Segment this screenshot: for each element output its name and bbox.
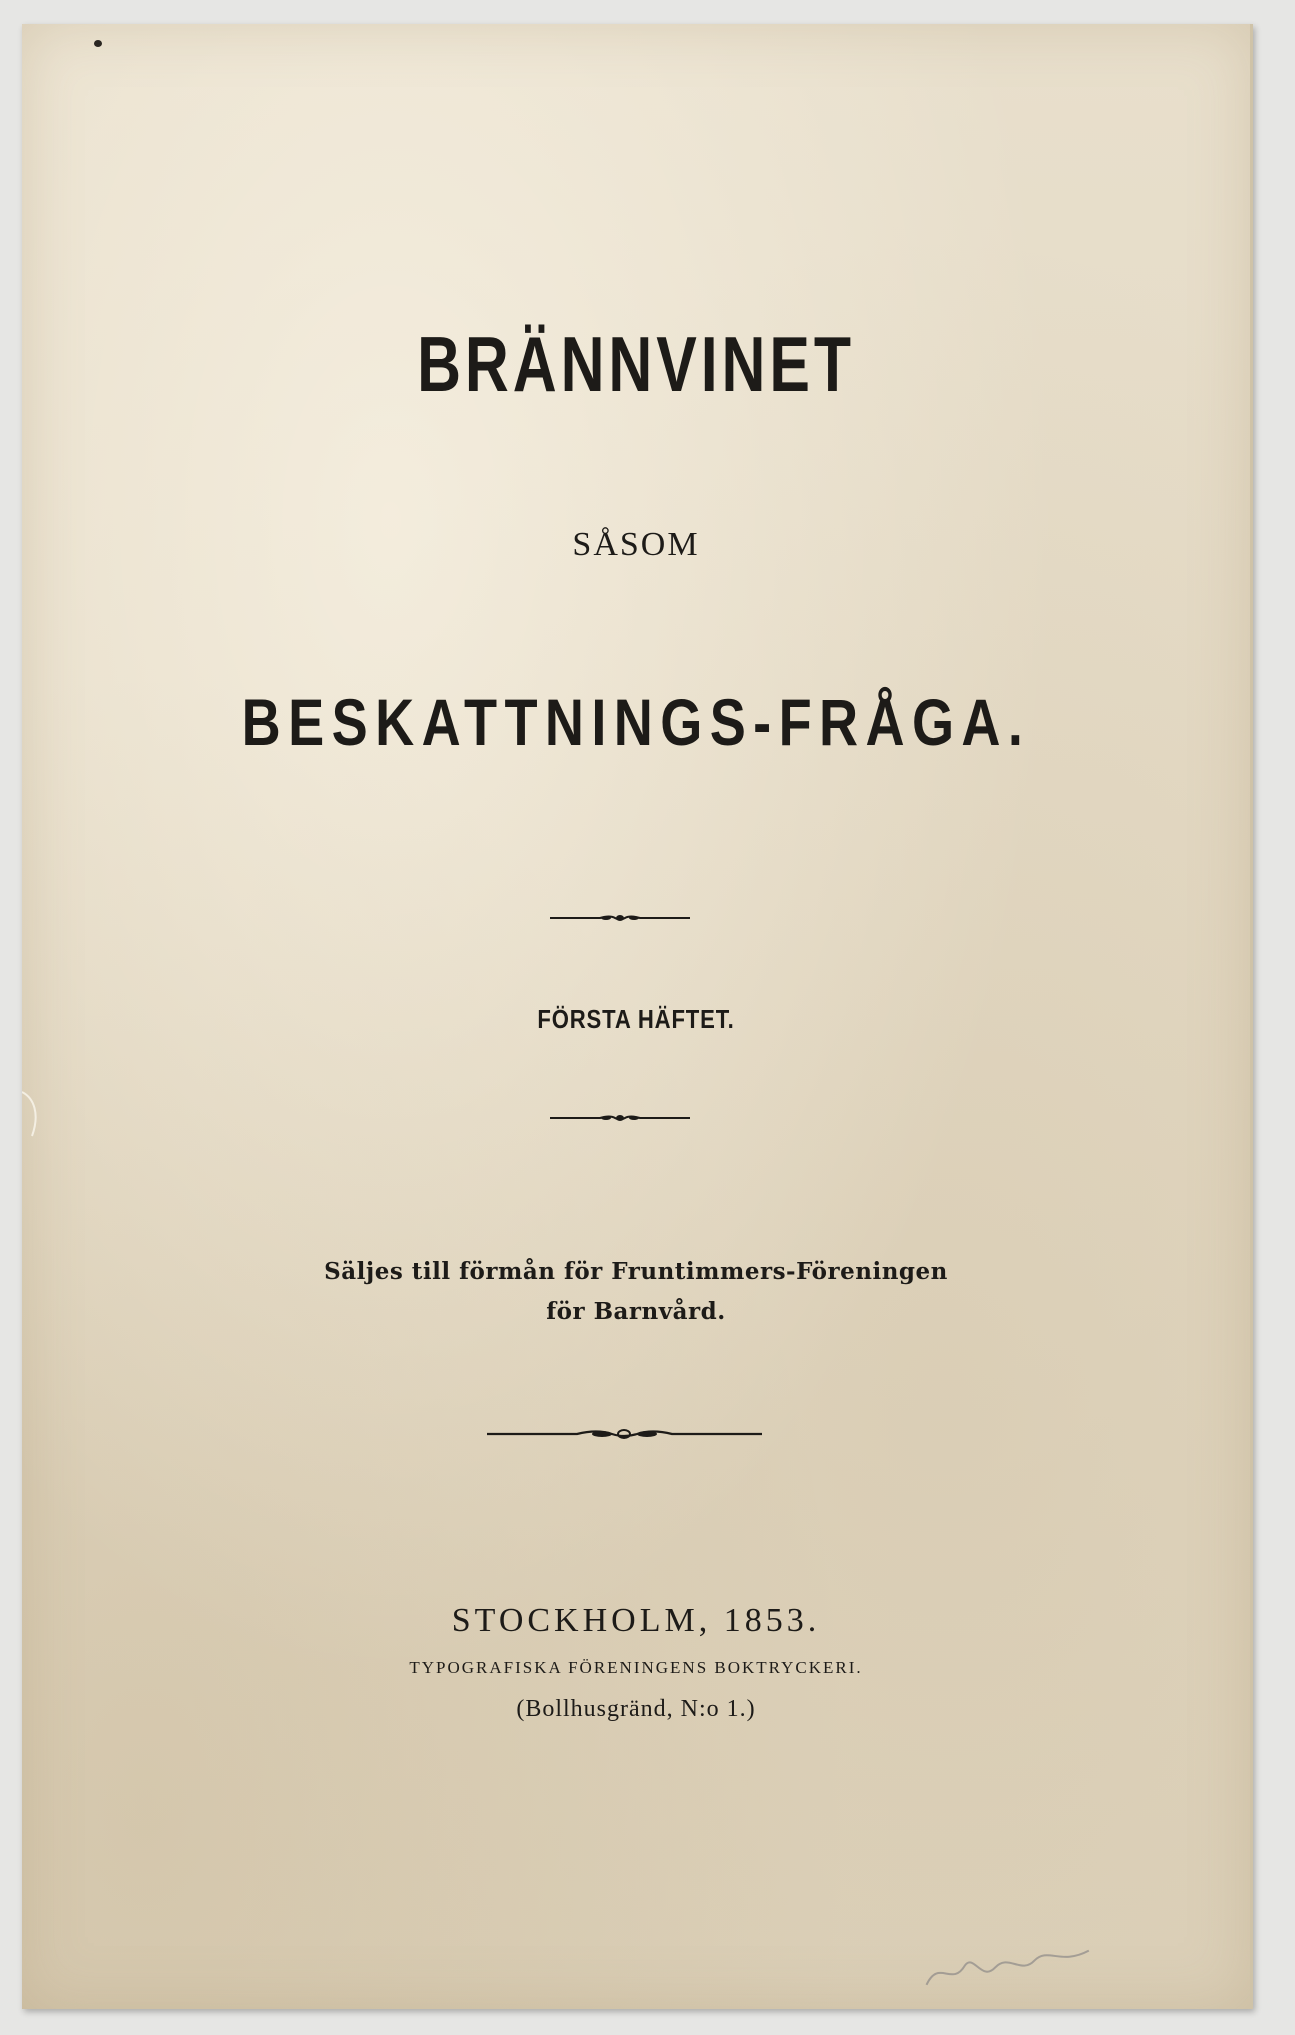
imprint-printer: TYPOGRAFISKA FÖRENINGENS BOKTRYCKERI.	[409, 1658, 863, 1677]
ornamental-rule-icon	[550, 912, 690, 924]
ink-speck	[94, 40, 102, 47]
ornamental-rule-icon	[487, 1426, 762, 1442]
sale-note-line-2: för Barnvård.	[546, 1298, 726, 1325]
title-line-2: SÅSOM	[572, 526, 700, 563]
ornamental-rule-icon	[550, 1112, 690, 1124]
pencil-signature-icon	[918, 1932, 1102, 2001]
title-line-3: BESKATTNINGS-FRÅGA.	[241, 685, 1031, 759]
binding-thread-icon	[22, 1084, 62, 1144]
sale-note-line-1: Säljes till förmån för Fruntimmers-Föreningen	[324, 1258, 948, 1285]
title-line-1: BRÄNNVINET	[417, 320, 855, 408]
imprint-city-year: STOCKHOLM, 1853.	[451, 1602, 821, 1639]
imprint-address: (Bollhusgränd, N:o 1.)	[516, 1696, 756, 1722]
document-page	[22, 24, 1253, 2009]
subtitle: FÖRSTA HÄFTET.	[537, 1004, 735, 1034]
